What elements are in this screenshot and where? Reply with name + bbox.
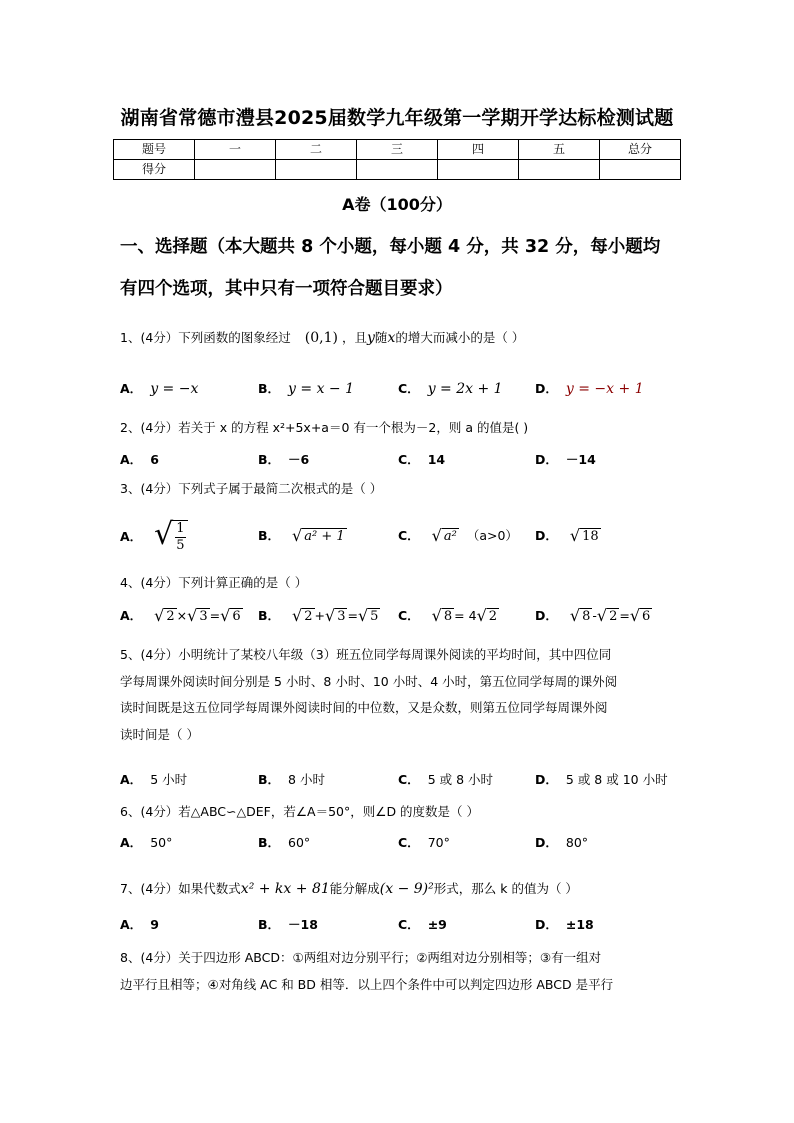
question-6: 6、(4分）若△ABC∽△DEF，若∠A＝50°，则∠D 的度数是（ ） (120, 804, 480, 819)
score-input-cell[interactable] (276, 160, 357, 180)
q8-line: 8、(4分）关于四边形 ABCD：①两组对边分别平行；②两组对边分别相等；③有一组对 (120, 950, 602, 965)
q7-option-b[interactable]: B． －18 (258, 917, 318, 932)
q5-option-c[interactable]: C． 5 或 8 小时 (398, 772, 494, 787)
q7-expr2: (x − 9)² (379, 881, 434, 897)
q7-options (120, 915, 680, 941)
page-title: 湖南省常德市澧县2025届数学九年级第一学期开学达标检测试题 (120, 107, 674, 129)
q1-option-b[interactable]: B． y = x − 1 (258, 381, 355, 397)
sqrt-fraction: √ $\frac{1}{5}$ (154, 520, 187, 554)
q6-options (120, 833, 680, 859)
q8-line: 边平行且相等；④对角线 AC 和 BD 相等．以上四个条件中可以判定四边形 ABCD 是平行 (120, 976, 614, 992)
score-table (113, 139, 681, 180)
question-7: 7、(4分）如果代数式x² + kx + 81能分解成(x − 9)²形式，那么 k 的值为（ ） (120, 881, 578, 897)
q2-option-a[interactable]: A． 6 (120, 452, 159, 467)
q1-x: x (387, 330, 396, 346)
q5-option-a[interactable]: A． 5 小时 (120, 772, 188, 787)
q3-option-c[interactable]: C． √ a² （a>0） (398, 526, 518, 545)
q2-option-c[interactable]: C． 14 (398, 452, 446, 467)
q5-line: 读时间既是这五位同学每周课外阅读时间的中位数，又是众数，则第五位同学每周课外阅 (120, 700, 608, 715)
q2-options (120, 450, 680, 476)
score-cell: 题号 (114, 140, 195, 160)
q4-option-d[interactable]: D． √ 8 - √ 2 = √ 6 (535, 606, 651, 625)
q1-suffix: 的增大而减小的是（ ） (395, 330, 525, 345)
q7-option-c[interactable]: C． ±9 (398, 917, 447, 932)
q4-option-c[interactable]: C． √ 8 = 4 √ 2 (398, 606, 498, 625)
score-input-cell[interactable] (519, 160, 600, 180)
q4-option-b[interactable]: B． √ 2 + √ 3 = √ 5 (258, 606, 379, 625)
question-5 (120, 642, 682, 748)
q5-options (120, 770, 680, 796)
q6-option-b[interactable]: B． 60° (258, 835, 311, 850)
q1-y: y (367, 330, 375, 346)
score-input-cell[interactable] (357, 160, 438, 180)
q4-options (120, 606, 680, 632)
q6-option-d[interactable]: D． 80° (535, 835, 589, 850)
q5-line: 学每周课外阅读时间分别是 5 小时、8 小时、10 小时、4 小时，第五位同学每周的课外阅 (120, 673, 618, 689)
score-cell: 三 (357, 140, 438, 160)
score-table-header-row (114, 140, 681, 160)
score-input-cell[interactable] (195, 160, 276, 180)
score-cell: 五 (519, 140, 600, 160)
question-1 (120, 328, 680, 346)
score-input-cell[interactable] (438, 160, 519, 180)
q7-option-a[interactable]: A． 9 (120, 917, 159, 932)
question-8 (120, 945, 682, 998)
q3-option-a[interactable]: A． √ $\frac{1}{5}$ (120, 520, 188, 554)
q5-line: 5、(4分）小明统计了某校八年级（3）班五位同学每周课外阅读的平均时间，其中四位同 (120, 647, 612, 662)
q3-options (120, 514, 680, 558)
section-a-title: A卷（100分） (342, 195, 452, 214)
q1-options (120, 379, 680, 405)
q2-option-d[interactable]: D． －14 (535, 452, 596, 467)
q1-mid: ，且 (341, 330, 367, 345)
question-2: 2、(4分）若关于 x 的方程 x²+5x+a＝0 有一个根为－2，则 a 的值是( ) (120, 420, 529, 435)
q6-option-c[interactable]: C． 70° (398, 835, 450, 850)
question-4: 4、(4分）下列计算正确的是（ ） (120, 575, 308, 590)
q7-option-d[interactable]: D． ±18 (535, 917, 594, 932)
q1-option-a[interactable]: A． y = −x (120, 381, 199, 397)
q1-option-d[interactable]: D． y = −x + 1 (535, 381, 644, 397)
section-heading-line2: 有四个选项，其中只有一项符合题目要求） (120, 279, 453, 299)
question-3: 3、(4分）下列式子属于最简二次根式的是（ ） (120, 481, 383, 496)
q6-option-a[interactable]: A． 50° (120, 835, 173, 850)
q3-option-d[interactable]: D． √ 18 (535, 526, 599, 545)
q1-prefix: 1、(4分）下列函数的图象经过 (120, 330, 291, 345)
q5-line: 读时间是（ ） (120, 726, 199, 742)
q5-option-b[interactable]: B． 8 小时 (258, 772, 325, 787)
q4-option-a[interactable]: A． √ 2 × √ 3 = √ 6 (120, 606, 241, 625)
score-cell: 二 (276, 140, 357, 160)
score-cell: 总分 (600, 140, 681, 160)
section-heading-line1: 一、选择题（本大题共 8 个小题，每小题 4 分，共 32 分，每小题均 (120, 237, 661, 257)
q5-option-d[interactable]: D． 5 或 8 或 10 小时 (535, 772, 668, 787)
q1-point: (0,1) (304, 330, 338, 346)
q1-mid2: 随 (374, 330, 388, 345)
score-cell: 一 (195, 140, 276, 160)
score-cell: 四 (438, 140, 519, 160)
score-input-cell[interactable] (600, 160, 681, 180)
q2-option-b[interactable]: B． －6 (258, 452, 310, 467)
q3-option-b[interactable]: B． √ a² + 1 (258, 526, 345, 545)
score-table-score-row (114, 160, 681, 180)
q1-option-c[interactable]: C． y = 2x + 1 (398, 381, 503, 397)
score-row-label: 得分 (114, 160, 195, 180)
q7-expr1: x² + kx + 81 (240, 881, 330, 897)
